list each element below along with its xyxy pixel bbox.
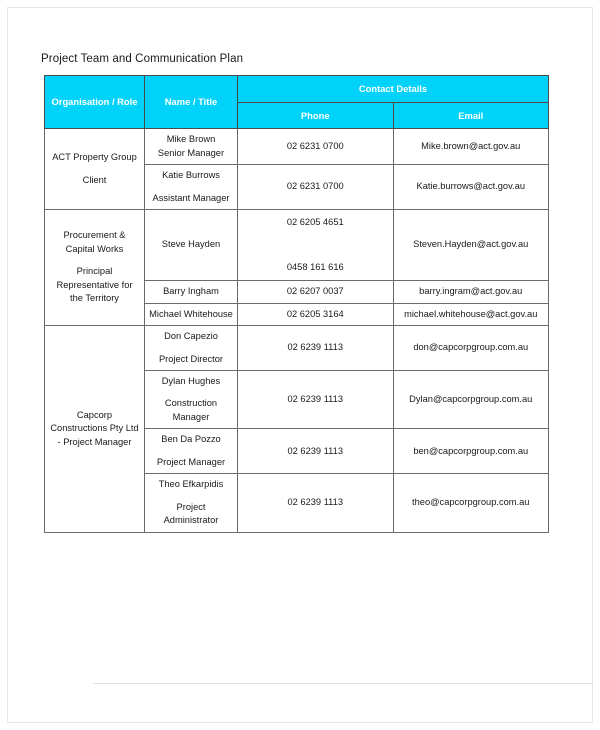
- person-title: Senior Manager: [157, 147, 225, 158]
- email-cell: Katie.burrows@act.gov.au: [393, 165, 549, 210]
- phone-primary: 02 6205 4651: [286, 217, 344, 228]
- phone-cell: 02 6231 0700: [238, 129, 394, 165]
- project-team-table: [44, 75, 549, 533]
- table-row: [45, 326, 549, 371]
- organisation-name: ACT Property Group: [52, 152, 137, 163]
- spacer: [149, 183, 233, 192]
- phone-cell: 02 6239 1113: [238, 474, 394, 532]
- organisation-role: Principal Representative for the Territory: [56, 266, 133, 304]
- person-name: Ben Da Pozzo: [161, 434, 221, 445]
- person-title: Project Manager: [156, 456, 226, 467]
- column-header-contact-details: Contact Details: [238, 76, 549, 103]
- email-cell: Dylan@capcorpgroup.com.au: [393, 371, 549, 429]
- phone-cell: 02 6239 1113: [238, 371, 394, 429]
- organisation-cell: [45, 129, 145, 210]
- phone-secondary: 0458 161 616: [286, 261, 344, 272]
- spacer: [149, 344, 233, 353]
- person-title: Construction Manager: [164, 398, 218, 422]
- person-name: Katie Burrows: [162, 170, 220, 181]
- name-cell: [145, 129, 238, 165]
- name-cell: [145, 474, 238, 532]
- table-body: [45, 129, 549, 533]
- person-title: Project Director: [158, 353, 224, 364]
- name-cell: Steve Hayden: [145, 210, 238, 281]
- name-cell: [145, 371, 238, 429]
- spacer: [49, 256, 140, 265]
- name-cell: [145, 429, 238, 474]
- person-name: Michael Whitehouse: [149, 308, 233, 319]
- spacer: [149, 447, 233, 456]
- email-cell: Steven.Hayden@act.gov.au: [393, 210, 549, 281]
- phone-cell: 02 6207 0037: [238, 281, 394, 303]
- email-cell: michael.whitehouse@act.gov.au: [393, 303, 549, 325]
- table-row: [45, 210, 549, 281]
- phone-cell: 02 6231 0700: [238, 165, 394, 210]
- organisation-role: Client: [82, 174, 107, 185]
- person-name: Theo Efkarpidis: [158, 479, 224, 490]
- email-cell: Mike.brown@act.gov.au: [393, 129, 549, 165]
- person-title: Assistant Manager: [152, 192, 230, 203]
- email-cell: barry.ingram@act.gov.au: [393, 281, 549, 303]
- organisation-cell: [45, 210, 145, 326]
- table-header: [45, 76, 549, 129]
- phone-cell: [238, 210, 394, 281]
- column-header-organisation-role: Organisation / Role: [45, 76, 145, 129]
- email-cell: ben@capcorpgroup.com.au: [393, 429, 549, 474]
- person-title: Project Administrator: [163, 501, 219, 526]
- organisation-cell: Capcorp Constructions Pty Ltd - Project Manager: [45, 326, 145, 533]
- email-cell: don@capcorpgroup.com.au: [393, 326, 549, 371]
- organisation-name: Procurement & Capital Works: [63, 230, 126, 254]
- spacer: [149, 388, 233, 397]
- column-header-email: Email: [393, 102, 549, 129]
- column-header-phone: Phone: [238, 102, 394, 129]
- phone-cell: 02 6239 1113: [238, 429, 394, 474]
- table-row: [45, 129, 549, 165]
- phone-cell: 02 6239 1113: [238, 326, 394, 371]
- document-page: [7, 7, 593, 723]
- name-cell: Barry Ingham: [145, 281, 238, 303]
- person-name: Don Capezio: [164, 331, 218, 342]
- page-title: Project Team and Communication Plan: [41, 53, 244, 65]
- person-name: Mike Brown: [166, 134, 216, 145]
- name-cell: [145, 303, 238, 325]
- person-name: Dylan Hughes: [161, 376, 221, 386]
- name-cell: [145, 326, 238, 371]
- column-header-name-title: Name / Title: [145, 76, 238, 129]
- table-header-row-1: [45, 76, 549, 103]
- name-cell: [145, 165, 238, 210]
- spacer: [49, 165, 140, 174]
- email-cell: theo@capcorpgroup.com.au: [393, 474, 549, 532]
- spacer: [149, 492, 233, 501]
- page-divider-rule: [93, 683, 593, 684]
- phone-cell: 02 6205 3164: [238, 303, 394, 325]
